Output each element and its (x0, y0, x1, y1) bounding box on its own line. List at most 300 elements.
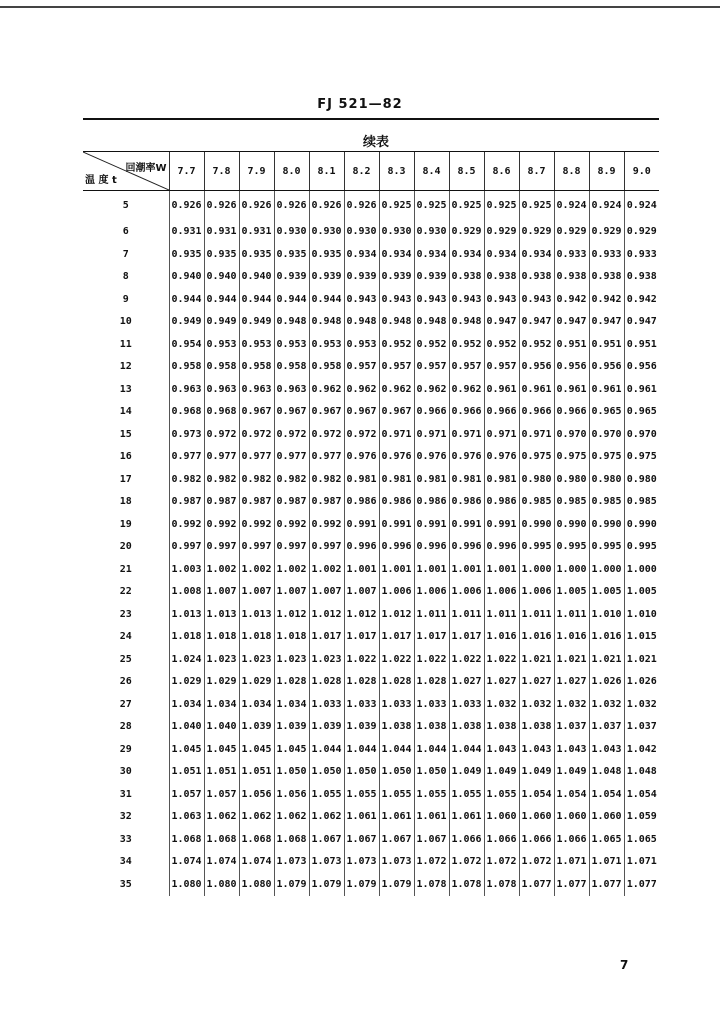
value-cell: 1.072 (414, 851, 449, 874)
temperature-cell: 15 (119, 428, 132, 440)
value-cell: 1.080 (239, 873, 274, 896)
value-cell: 1.017 (309, 626, 344, 649)
value-cell: 0.971 (414, 423, 449, 446)
temperature-cell: 12 (119, 361, 132, 373)
value-cell: 0.997 (274, 536, 309, 559)
value-cell: 1.028 (274, 671, 309, 694)
temperature-cell: 26 (119, 676, 132, 688)
value-cell: 0.962 (344, 378, 379, 401)
value-cell: 1.049 (449, 761, 484, 784)
value-cell: 0.967 (344, 401, 379, 424)
value-cell: 1.067 (309, 828, 344, 851)
value-cell: 0.968 (204, 401, 239, 424)
value-cell: 0.976 (414, 446, 449, 469)
value-cell: 0.956 (554, 356, 589, 379)
value-cell: 0.990 (589, 513, 624, 536)
value-cell: 1.061 (414, 806, 449, 829)
table-row (83, 491, 659, 514)
value-cell: 1.077 (589, 873, 624, 896)
header-rule (83, 118, 659, 120)
table-row (83, 828, 659, 851)
value-cell: 1.033 (309, 693, 344, 716)
value-cell: 1.066 (519, 828, 554, 851)
value-cell: 1.032 (589, 693, 624, 716)
table-row (83, 581, 659, 604)
value-cell: 1.078 (414, 873, 449, 896)
value-cell: 0.972 (309, 423, 344, 446)
value-cell: 1.026 (589, 671, 624, 694)
value-cell: 0.966 (554, 401, 589, 424)
value-cell: 0.951 (554, 333, 589, 356)
value-cell: 1.028 (344, 671, 379, 694)
value-cell: 0.996 (449, 536, 484, 559)
value-cell: 0.939 (274, 266, 309, 289)
value-cell: 0.990 (554, 513, 589, 536)
value-cell: 0.935 (204, 243, 239, 266)
temperature-cell: 27 (119, 698, 132, 710)
value-cell: 1.032 (554, 693, 589, 716)
value-cell: 0.956 (624, 356, 659, 379)
value-cell: 0.992 (239, 513, 274, 536)
column-header: 9.0 (624, 152, 659, 191)
value-cell: 0.982 (239, 468, 274, 491)
value-cell: 1.055 (414, 783, 449, 806)
value-cell: 0.947 (589, 311, 624, 334)
value-cell: 0.943 (344, 288, 379, 311)
value-cell: 0.947 (554, 311, 589, 334)
value-cell: 0.934 (414, 243, 449, 266)
value-cell: 0.940 (169, 266, 204, 289)
temperature-cell: 25 (119, 653, 132, 665)
temperature-cell: 28 (119, 721, 132, 733)
value-cell: 0.995 (624, 536, 659, 559)
value-cell: 0.940 (239, 266, 274, 289)
value-cell: 0.962 (309, 378, 344, 401)
value-cell: 1.055 (309, 783, 344, 806)
value-cell: 1.072 (484, 851, 519, 874)
temperature-cell: 14 (119, 406, 132, 418)
value-cell: 1.012 (344, 603, 379, 626)
value-cell: 0.977 (274, 446, 309, 469)
value-cell: 0.972 (274, 423, 309, 446)
column-header: 8.3 (379, 152, 414, 191)
value-cell: 0.952 (519, 333, 554, 356)
column-header: 7.7 (169, 152, 204, 191)
value-cell: 1.007 (274, 581, 309, 604)
value-cell: 1.051 (239, 761, 274, 784)
value-cell: 0.925 (519, 191, 554, 221)
value-cell: 1.022 (414, 648, 449, 671)
value-cell: 0.942 (554, 288, 589, 311)
value-cell: 1.021 (624, 648, 659, 671)
table-row (83, 716, 659, 739)
value-cell: 0.924 (554, 191, 589, 221)
top-border-line (0, 6, 720, 8)
value-cell: 0.997 (309, 536, 344, 559)
temperature-cell: 22 (119, 586, 132, 598)
temperature-cell: 24 (119, 631, 132, 643)
value-cell: 0.966 (519, 401, 554, 424)
value-cell: 1.057 (169, 783, 204, 806)
value-cell: 1.045 (239, 738, 274, 761)
value-cell: 0.982 (169, 468, 204, 491)
value-cell: 0.971 (379, 423, 414, 446)
value-cell: 0.981 (344, 468, 379, 491)
value-cell: 1.072 (449, 851, 484, 874)
value-cell: 1.037 (624, 716, 659, 739)
value-cell: 1.061 (449, 806, 484, 829)
value-cell: 1.071 (624, 851, 659, 874)
table-row (83, 513, 659, 536)
value-cell: 1.055 (484, 783, 519, 806)
value-cell: 1.045 (204, 738, 239, 761)
value-cell: 0.986 (414, 491, 449, 514)
value-cell: 0.961 (484, 378, 519, 401)
value-cell: 0.971 (484, 423, 519, 446)
value-cell: 0.930 (344, 221, 379, 244)
value-cell: 1.028 (309, 671, 344, 694)
value-cell: 1.000 (624, 558, 659, 581)
temperature-cell: 18 (119, 496, 132, 508)
value-cell: 0.992 (204, 513, 239, 536)
value-cell: 1.015 (624, 626, 659, 649)
table-row (83, 738, 659, 761)
value-cell: 0.935 (169, 243, 204, 266)
value-cell: 0.942 (624, 288, 659, 311)
value-cell: 0.944 (309, 288, 344, 311)
value-cell: 1.049 (554, 761, 589, 784)
value-cell: 0.972 (204, 423, 239, 446)
value-cell: 1.033 (414, 693, 449, 716)
value-cell: 0.991 (344, 513, 379, 536)
value-cell: 0.958 (204, 356, 239, 379)
value-cell: 0.931 (239, 221, 274, 244)
value-cell: 1.068 (204, 828, 239, 851)
value-cell: 0.943 (414, 288, 449, 311)
temperature-cell: 6 (122, 226, 129, 238)
temperature-cell: 35 (119, 878, 132, 890)
value-cell: 0.943 (484, 288, 519, 311)
value-cell: 1.051 (169, 761, 204, 784)
value-cell: 1.054 (519, 783, 554, 806)
value-cell: 1.013 (239, 603, 274, 626)
table-row (83, 446, 659, 469)
value-cell: 1.061 (379, 806, 414, 829)
value-cell: 0.944 (239, 288, 274, 311)
value-cell: 0.958 (169, 356, 204, 379)
value-cell: 1.039 (239, 716, 274, 739)
value-cell: 0.942 (589, 288, 624, 311)
corner-header-cell (83, 152, 169, 191)
value-cell: 0.982 (204, 468, 239, 491)
value-cell: 0.971 (519, 423, 554, 446)
value-cell: 0.976 (449, 446, 484, 469)
column-header: 8.0 (274, 152, 309, 191)
value-cell: 1.073 (274, 851, 309, 874)
value-cell: 0.930 (274, 221, 309, 244)
value-cell: 1.026 (624, 671, 659, 694)
value-cell: 1.022 (449, 648, 484, 671)
value-cell: 1.044 (414, 738, 449, 761)
value-cell: 1.018 (169, 626, 204, 649)
table-row (83, 191, 659, 221)
value-cell: 1.045 (169, 738, 204, 761)
table-row (83, 873, 659, 896)
value-cell: 1.059 (624, 806, 659, 829)
value-cell: 0.991 (379, 513, 414, 536)
value-cell: 1.000 (589, 558, 624, 581)
value-cell: 0.948 (344, 311, 379, 334)
value-cell: 1.079 (274, 873, 309, 896)
value-cell: 1.010 (624, 603, 659, 626)
table-row (83, 783, 659, 806)
value-cell: 1.040 (204, 716, 239, 739)
value-cell: 0.996 (379, 536, 414, 559)
value-cell: 1.006 (449, 581, 484, 604)
value-cell: 0.966 (484, 401, 519, 424)
column-header: 8.7 (519, 152, 554, 191)
value-cell: 1.074 (204, 851, 239, 874)
value-cell: 0.991 (449, 513, 484, 536)
value-cell: 0.926 (344, 191, 379, 221)
column-header: 8.9 (589, 152, 624, 191)
value-cell: 1.079 (309, 873, 344, 896)
value-cell: 0.995 (519, 536, 554, 559)
value-cell: 1.056 (239, 783, 274, 806)
value-cell: 0.954 (169, 333, 204, 356)
value-cell: 0.926 (204, 191, 239, 221)
value-cell: 0.992 (169, 513, 204, 536)
value-cell: 1.066 (484, 828, 519, 851)
value-cell: 1.074 (169, 851, 204, 874)
value-cell: 1.060 (589, 806, 624, 829)
value-cell: 1.073 (379, 851, 414, 874)
value-cell: 1.011 (484, 603, 519, 626)
value-cell: 1.008 (169, 581, 204, 604)
header-row (83, 152, 659, 191)
value-cell: 0.981 (449, 468, 484, 491)
value-cell: 0.953 (204, 333, 239, 356)
value-cell: 1.010 (589, 603, 624, 626)
value-cell: 1.043 (484, 738, 519, 761)
value-cell: 0.971 (449, 423, 484, 446)
value-cell: 0.925 (449, 191, 484, 221)
value-cell: 0.935 (309, 243, 344, 266)
value-cell: 0.977 (169, 446, 204, 469)
value-cell: 0.985 (554, 491, 589, 514)
value-cell: 1.043 (554, 738, 589, 761)
value-cell: 1.023 (239, 648, 274, 671)
value-cell: 0.975 (589, 446, 624, 469)
value-cell: 0.949 (204, 311, 239, 334)
value-cell: 0.957 (484, 356, 519, 379)
value-cell: 0.947 (484, 311, 519, 334)
value-cell: 0.953 (344, 333, 379, 356)
value-cell: 0.952 (484, 333, 519, 356)
value-cell: 1.001 (484, 558, 519, 581)
value-cell: 0.948 (274, 311, 309, 334)
column-header: 8.5 (449, 152, 484, 191)
temperature-cell: 30 (119, 766, 132, 778)
value-cell: 1.027 (554, 671, 589, 694)
value-cell: 0.967 (379, 401, 414, 424)
table-body (83, 191, 659, 896)
page-number: 7 (620, 958, 629, 972)
value-cell: 0.975 (624, 446, 659, 469)
value-cell: 0.990 (519, 513, 554, 536)
value-cell: 1.012 (379, 603, 414, 626)
value-cell: 0.929 (554, 221, 589, 244)
value-cell: 1.068 (274, 828, 309, 851)
value-cell: 1.077 (554, 873, 589, 896)
temperature-cell: 20 (119, 541, 132, 553)
column-header: 8.1 (309, 152, 344, 191)
value-cell: 0.948 (414, 311, 449, 334)
value-cell: 0.963 (274, 378, 309, 401)
value-cell: 0.933 (589, 243, 624, 266)
value-cell: 1.067 (344, 828, 379, 851)
table-row (83, 626, 659, 649)
value-cell: 0.952 (449, 333, 484, 356)
value-cell: 0.961 (589, 378, 624, 401)
value-cell: 1.001 (414, 558, 449, 581)
value-cell: 1.038 (449, 716, 484, 739)
value-cell: 1.005 (554, 581, 589, 604)
value-cell: 1.006 (414, 581, 449, 604)
value-cell: 1.038 (379, 716, 414, 739)
temperature-cell: 31 (119, 788, 132, 800)
value-cell: 0.980 (624, 468, 659, 491)
value-cell: 0.938 (554, 266, 589, 289)
table-row (83, 378, 659, 401)
value-cell: 1.018 (274, 626, 309, 649)
value-cell: 1.065 (589, 828, 624, 851)
temperature-cell: 13 (119, 383, 132, 395)
value-cell: 0.991 (484, 513, 519, 536)
value-cell: 1.072 (519, 851, 554, 874)
value-cell: 0.929 (484, 221, 519, 244)
temperature-cell: 9 (122, 293, 129, 305)
value-cell: 1.007 (239, 581, 274, 604)
value-cell: 1.016 (554, 626, 589, 649)
value-cell: 0.976 (344, 446, 379, 469)
value-cell: 0.981 (379, 468, 414, 491)
value-cell: 0.986 (344, 491, 379, 514)
temperature-label: 温 度 t (85, 175, 117, 186)
value-cell: 0.934 (449, 243, 484, 266)
value-cell: 0.987 (274, 491, 309, 514)
value-cell: 0.934 (379, 243, 414, 266)
value-cell: 0.934 (519, 243, 554, 266)
value-cell: 0.963 (169, 378, 204, 401)
value-cell: 1.006 (379, 581, 414, 604)
value-cell: 0.961 (554, 378, 589, 401)
value-cell: 0.948 (379, 311, 414, 334)
value-cell: 0.943 (379, 288, 414, 311)
value-cell: 0.976 (484, 446, 519, 469)
value-cell: 0.925 (414, 191, 449, 221)
value-cell: 1.043 (519, 738, 554, 761)
value-cell: 1.012 (274, 603, 309, 626)
value-cell: 1.001 (344, 558, 379, 581)
table-row (83, 333, 659, 356)
value-cell: 1.080 (169, 873, 204, 896)
value-cell: 0.995 (554, 536, 589, 559)
value-cell: 1.043 (589, 738, 624, 761)
value-cell: 1.062 (204, 806, 239, 829)
column-header: 7.9 (239, 152, 274, 191)
value-cell: 0.933 (624, 243, 659, 266)
value-cell: 1.078 (449, 873, 484, 896)
value-cell: 0.982 (309, 468, 344, 491)
value-cell: 0.949 (239, 311, 274, 334)
value-cell: 0.929 (589, 221, 624, 244)
temperature-cell: 21 (119, 563, 132, 575)
table-row (83, 401, 659, 424)
value-cell: 1.006 (519, 581, 554, 604)
value-cell: 1.039 (309, 716, 344, 739)
column-header: 7.8 (204, 152, 239, 191)
column-header: 8.4 (414, 152, 449, 191)
value-cell: 1.023 (204, 648, 239, 671)
value-cell: 0.953 (309, 333, 344, 356)
value-cell: 1.049 (519, 761, 554, 784)
value-cell: 1.023 (309, 648, 344, 671)
value-cell: 0.961 (624, 378, 659, 401)
value-cell: 0.966 (449, 401, 484, 424)
value-cell: 1.077 (519, 873, 554, 896)
value-cell: 0.982 (274, 468, 309, 491)
value-cell: 1.037 (554, 716, 589, 739)
value-cell: 0.981 (484, 468, 519, 491)
value-cell: 0.977 (239, 446, 274, 469)
value-cell: 0.948 (449, 311, 484, 334)
value-cell: 1.060 (554, 806, 589, 829)
value-cell: 1.021 (589, 648, 624, 671)
table-row (83, 558, 659, 581)
value-cell: 0.935 (239, 243, 274, 266)
value-cell: 0.962 (449, 378, 484, 401)
value-cell: 0.929 (519, 221, 554, 244)
value-cell: 1.037 (589, 716, 624, 739)
value-cell: 0.953 (239, 333, 274, 356)
table-row (83, 693, 659, 716)
value-cell: 1.012 (309, 603, 344, 626)
temperature-cell: 7 (122, 248, 129, 260)
value-cell: 1.049 (484, 761, 519, 784)
value-cell: 1.044 (379, 738, 414, 761)
value-cell: 0.985 (519, 491, 554, 514)
value-cell: 1.028 (414, 671, 449, 694)
value-cell: 0.975 (554, 446, 589, 469)
value-cell: 1.044 (309, 738, 344, 761)
temperature-cell: 17 (119, 473, 132, 485)
value-cell: 1.050 (344, 761, 379, 784)
value-cell: 1.054 (589, 783, 624, 806)
value-cell: 1.002 (309, 558, 344, 581)
value-cell: 1.022 (484, 648, 519, 671)
value-cell: 0.953 (274, 333, 309, 356)
value-cell: 0.987 (309, 491, 344, 514)
value-cell: 0.939 (414, 266, 449, 289)
table-row (83, 221, 659, 244)
table-row (83, 536, 659, 559)
table-row (83, 671, 659, 694)
value-cell: 0.958 (309, 356, 344, 379)
value-cell: 1.027 (519, 671, 554, 694)
value-cell: 0.938 (589, 266, 624, 289)
value-cell: 0.939 (344, 266, 379, 289)
